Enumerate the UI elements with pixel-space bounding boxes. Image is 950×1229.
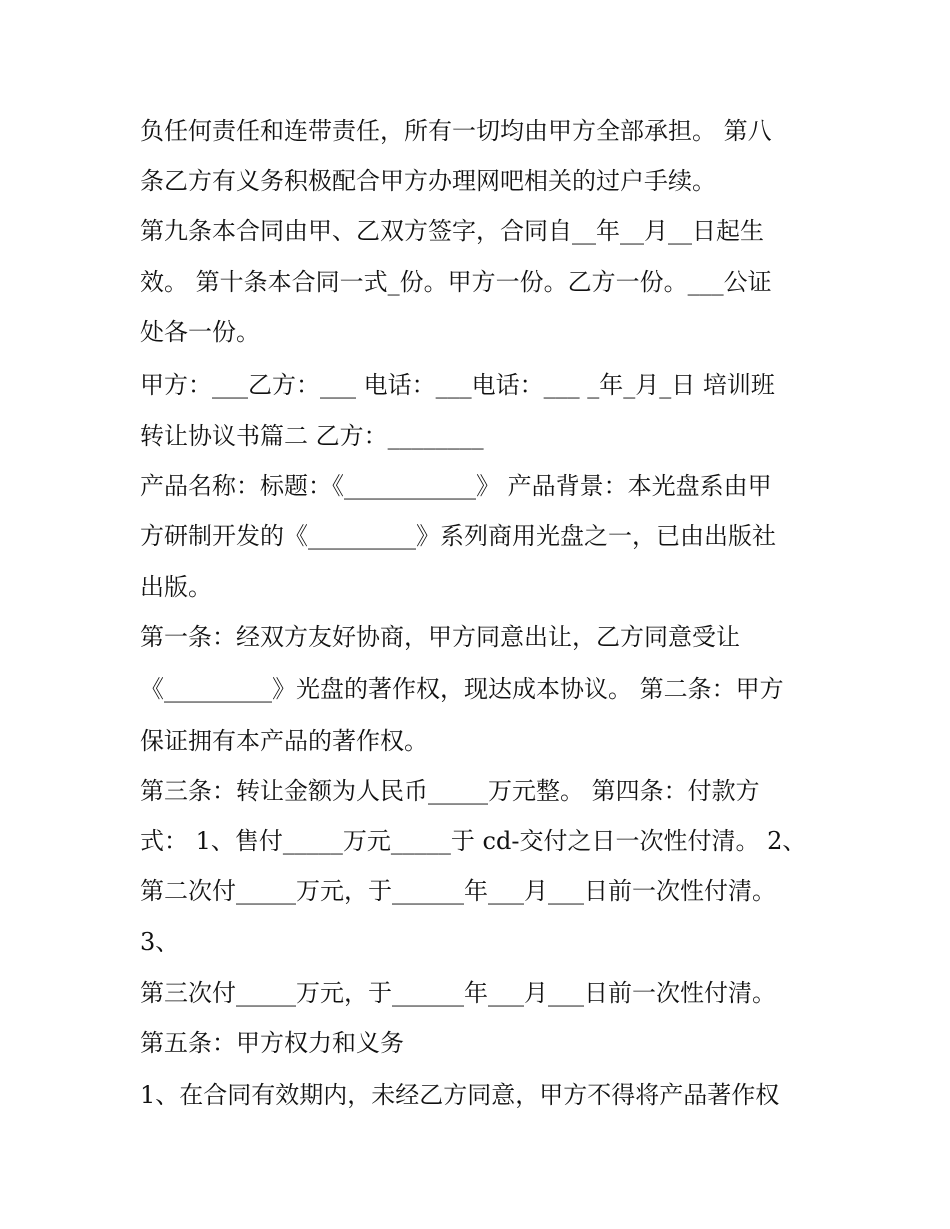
text-line: 负任何责任和连带责任，所有一切均由甲方全部承担。 第八 xyxy=(140,117,772,145)
text-line: 出版。 xyxy=(140,573,212,601)
text-line: 效。 第十条本合同一式_份。甲方一份。乙方一份。___公证 xyxy=(140,268,772,296)
text-line: 方研制开发的《_________》系列商用光盘之一，已由出版社 xyxy=(140,522,776,550)
text-line: 第三次付_____万元，于______年___月___日前一次性付清。 xyxy=(140,979,776,1007)
text-line: 第五条：甲方权力和义务 xyxy=(140,1029,404,1057)
text-line: 处各一份。 xyxy=(140,318,260,346)
text-line: 3、 xyxy=(140,928,180,956)
text-line: 转让协议书篇二 乙方：________ xyxy=(140,422,484,450)
text-line: 条乙方有义务积极配合甲方办理网吧相关的过户手续。 xyxy=(140,167,716,195)
text-line: 《_________》光盘的著作权，现达成本协议。 第二条：甲方 xyxy=(140,675,784,703)
text-line: 第九条本合同由甲、乙双方签字，合同自__年__月__日起生 xyxy=(140,217,764,245)
text-line: 甲方：___乙方：___ 电话：___电话：___ _年_月_日 培训班 xyxy=(140,371,775,399)
text-line: 第三条：转让金额为人民币_____万元整。 第四条：付款方 xyxy=(140,777,760,805)
text-line: 1、在合同有效期内，未经乙方同意，甲方不得将产品著作权 xyxy=(140,1081,780,1109)
text-line: 保证拥有本产品的著作权。 xyxy=(140,727,428,755)
text-line: 第一条：经双方友好协商，甲方同意出让，乙方同意受让 xyxy=(140,623,740,651)
text-line: 产品名称：标题：《___________》 产品背景：本光盘系由甲 xyxy=(140,472,772,500)
text-line: 第二次付_____万元，于______年___月___日前一次性付清。 xyxy=(140,877,776,905)
text-line: 式： 1、售付_____万元_____于 cd-交付之日一次性付清。 2、 xyxy=(140,827,807,855)
